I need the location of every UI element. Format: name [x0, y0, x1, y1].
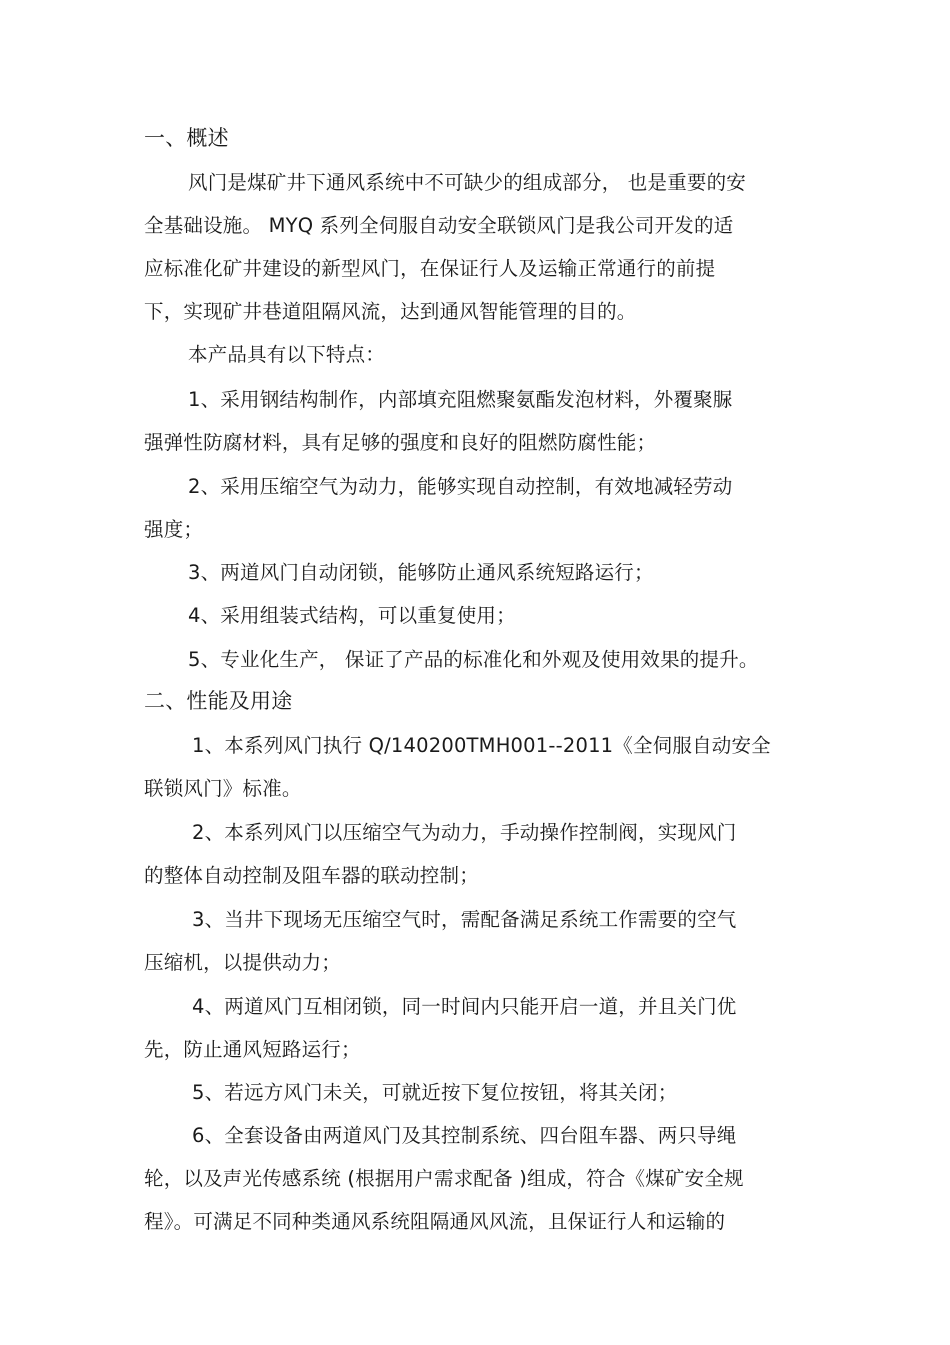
performance-item-line: 程》。可满足不同种类通风系统阻隔通风风流，且保证行人和运输的	[144, 1210, 726, 1233]
performance-item-line: 3、当井下现场无压缩空气时，需配备满足系统工作需要的空气	[192, 908, 737, 931]
section-heading-performance: 二、性能及用途	[144, 689, 293, 713]
performance-item-line: 1、本系列风门执行 Q/140200TMH001--2011《全伺服自动安全	[192, 734, 771, 757]
features-intro: 本产品具有以下特点：	[188, 343, 386, 366]
feature-item-line: 5、专业化生产， 保证了产品的标准化和外观及使用效果的提升。	[188, 648, 759, 671]
performance-item-line: 的整体自动控制及阻车器的联动控制；	[144, 864, 479, 887]
feature-item-line: 强度；	[144, 518, 204, 541]
feature-item-line: 1、采用钢结构制作，内部填充阻燃聚氨酯发泡材料，外覆聚脲	[188, 388, 733, 411]
intro-line: 应标准化矿井建设的新型风门，在保证行人及运输正常通行的前提	[144, 257, 716, 280]
feature-item-line: 2、采用压缩空气为动力，能够实现自动控制，有效地减轻劳动	[188, 475, 733, 498]
intro-line: 下，实现矿井巷道阻隔风流，达到通风智能管理的目的。	[144, 300, 637, 323]
performance-item-line: 压缩机，以提供动力；	[144, 951, 342, 974]
performance-item-line: 5、若远方风门未关，可就近按下复位按钮，将其关闭；	[192, 1081, 678, 1104]
performance-item-line: 轮，以及声光传感系统 (根据用户需求配备 )组成，符合《煤矿安全规	[144, 1167, 744, 1190]
section-heading-overview: 一、概述	[144, 126, 229, 150]
performance-item-line: 2、本系列风门以压缩空气为动力，手动操作控制阀，实现风门	[192, 821, 737, 844]
feature-item-line: 强弹性防腐材料，具有足够的强度和良好的阻燃防腐性能；	[144, 431, 657, 454]
feature-item-line: 4、采用组装式结构，可以重复使用；	[188, 604, 516, 627]
performance-item-line: 6、全套设备由两道风门及其控制系统、四台阻车器、两只导绳	[192, 1124, 737, 1147]
feature-item-line: 3、两道风门自动闭锁，能够防止通风系统短路运行；	[188, 561, 654, 584]
performance-item-line: 4、两道风门互相闭锁，同一时间内只能开启一道，并且关门优	[192, 995, 737, 1018]
performance-item-line: 联锁风门》标准。	[144, 777, 302, 800]
intro-line: 全基础设施。 MYQ 系列全伺服自动安全联锁风门是我公司开发的适	[144, 214, 734, 237]
intro-line: 风门是煤矿井下通风系统中不可缺少的组成部分， 也是重要的安	[188, 171, 746, 194]
performance-item-line: 先，防止通风短路运行；	[144, 1038, 361, 1061]
